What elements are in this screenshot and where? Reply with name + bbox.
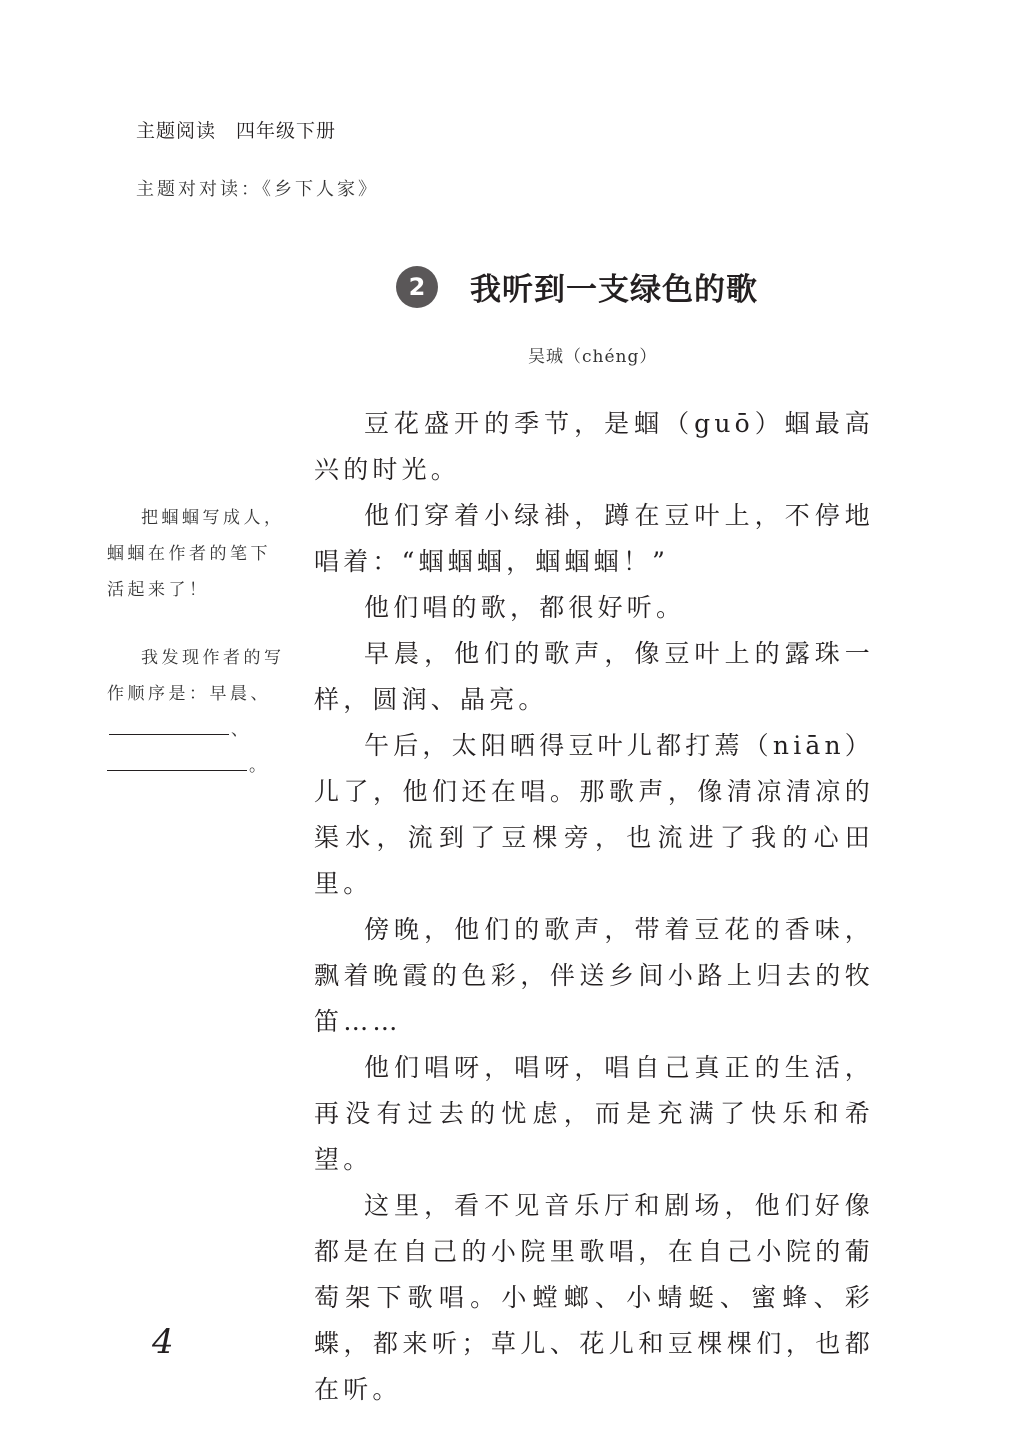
article-paragraph: 傍晚，他们的歌声，带着豆花的香味，飘着晚霞的色彩，伴送乡间小路上归去的牧笛…… — [314, 915, 874, 1036]
article-paragraph: 他们穿着小绿褂，蹲在豆叶上，不停地唱着：“蝈蝈蝈，蝈蝈蝈！” — [314, 501, 874, 576]
chapter-heading — [396, 264, 758, 309]
margin-note-question — [107, 640, 285, 784]
chapter-title: 我听到一支绿色的歌 — [470, 272, 758, 308]
article-paragraph: 豆花盛开的季节，是蝈（guō）蝈最高兴的时光。 — [314, 409, 874, 484]
chapter-number-badge: 2 — [396, 266, 438, 308]
margin-note-text: 把蝈蝈写成人，蝈蝈在作者的笔下活起来了！ — [107, 508, 285, 600]
author-line: 吴珹（chéng） — [528, 347, 658, 367]
article-paragraph: 他们唱的歌，都很好听。 — [364, 593, 686, 622]
article-paragraph: 这里，看不见音乐厅和剧场，他们好像都是在自己的小院里歌唱，在自己小院的葡萄架下歌唱。小螳螂、小蜻蜓、蜜蜂、彩蝶，都来听；草儿、花儿和豆棵棵们，也都在听。 — [314, 1191, 874, 1404]
answer-blank-1[interactable] — [109, 724, 229, 735]
page-number: 4 — [152, 1322, 174, 1362]
margin-note-question-body — [107, 640, 285, 748]
article-paragraph: 午后，太阳晒得豆叶儿都打蔫（niān）儿了，他们还在唱。那歌声，像清凉清凉的渠水，流到了豆棵旁，也流进了我的心田里。 — [314, 731, 874, 898]
margin-note-annotation — [107, 500, 285, 608]
theme-pair-reading: 主题对对读：《乡下人家》 — [136, 179, 379, 200]
answer-blank-2[interactable] — [107, 760, 247, 771]
article-paragraph: 早晨，他们的歌声，像豆叶上的露珠一样，圆润、晶亮。 — [314, 639, 874, 714]
article-paragraph: 他们唱呀，唱呀，唱自己真正的生活，再没有过去的忧虑，而是充满了快乐和希望。 — [314, 1053, 874, 1174]
blank-terminator: 。 — [249, 756, 270, 776]
margin-note-prompt: 我发现作者的写作顺序是：早晨、 — [107, 648, 285, 704]
blank-separator: 、 — [231, 720, 252, 740]
book-title: 主题阅读 四年级下册 — [136, 120, 337, 142]
article-body — [314, 401, 874, 1413]
margin-note-second-line — [107, 748, 285, 784]
